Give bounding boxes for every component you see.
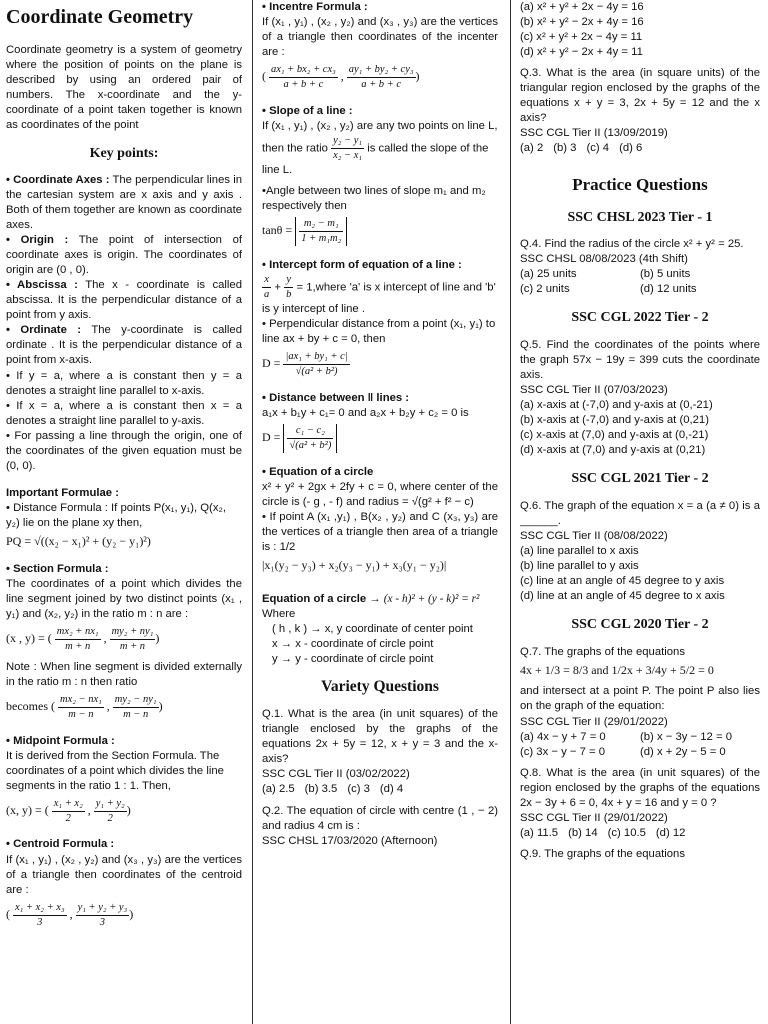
section-heading: SSC CGL 2021 Tier - 2	[571, 471, 709, 487]
where-line: x → x - coordinate of circle point	[272, 637, 434, 650]
column-1	[6, 0, 242, 1024]
section-heading: • Section Formula :	[6, 562, 109, 575]
question-source: SSC CGL Tier II (29/01/2022)	[520, 715, 668, 728]
practice-heading: Practice Questions	[572, 175, 708, 195]
option: (b) x-axis at (-7,0) and y-axis at (0,21)	[520, 414, 709, 427]
page-title: Coordinate Geometry	[6, 6, 194, 28]
question-1: Q.1. What is the area (in unit squares) of the triangle enclosed by the graphs of the equations 2x + 5y = 12, x + y = 3 and the x-axis?	[262, 708, 498, 766]
where-line: ( h , k ) → x, y coordinate of center point	[272, 622, 473, 635]
question-4: Q.4. Find the radius of the circle x² + y² = 25.	[520, 238, 744, 251]
circle-heading: • Equation of a circle	[262, 465, 374, 478]
key-points-list	[6, 173, 242, 473]
midpoint-text: It is derived from the Section Formula. The coordinates of a point which divides the line segments in the ratio 1 : 1. Then,	[6, 749, 224, 792]
formulae-heading: Important Formulae :	[6, 486, 119, 499]
option: (d) x-axis at (7,0) and y-axis at (0,21)	[520, 444, 706, 457]
centroid-heading: • Centroid Formula :	[6, 838, 115, 851]
perpendicular-text: • Perpendicular distance from a point (x₁, y₁) to line ax + by + c = 0, then	[262, 317, 496, 345]
angle-formula: tanθ = $\frac{\text{m₂ − m₁}}{\text{1 + m₁m₂}}$	[262, 217, 498, 246]
midpoint-heading: • Midpoint Formula :	[6, 734, 115, 747]
parallel-formula: D = $\frac{\text{c₁ − c₂}}{\text{√(a² + b²)}}$	[262, 424, 498, 453]
incentre-formula: ( $\frac{\text{ax₁ + bx₂ + cx₃}}{a + b + c}$ , $\frac{\text{ay₁ + by₂ + cy₃}}{a + b + c}$ )	[262, 64, 420, 91]
option: (a) x-axis at (-7,0) and y-axis at (0,-21)	[520, 399, 713, 412]
list-item: • Coordinate Axes : The perpendicular lines in the cartesian system are x axis and y axis . Both of them together are known as coordinate axes.	[6, 174, 242, 232]
option: (b) line parallel to y axis	[520, 559, 639, 572]
column-divider	[252, 0, 253, 1024]
area-formula: |x₁(y₂ − y₃) + x₂(y₃ − y₁) + x₃(y₁ − y₂)|	[262, 557, 447, 572]
distance-formula: PQ = √((x₂ − x₁)² + (y₂ − y₁)²)	[6, 533, 151, 548]
question-2: Q.2. The equation of circle with centre (1 , − 2) and radius 4 cm is :	[262, 804, 498, 832]
list-item: • Origin : The point of intersection of coordinate axes is origin. The coordinates of origin are (0 , 0).	[6, 234, 242, 277]
column-divider	[510, 0, 511, 1024]
question-3: Q.3. What is the area (in square units) of the triangular region enclosed by the graphs of the equations x + y = 3, 2x + 5y = 12 and the x axis?	[520, 67, 760, 125]
where-line: y → y - coordinate of circle point	[272, 652, 434, 665]
intercept-text: $\frac{x}{a}$ + $\frac{y}{b}$ = 1,where 'a' is x intercept of line and 'b' is y intercept of line .	[262, 273, 496, 315]
section-heading: SSC CHSL 2023 Tier - 1	[567, 209, 713, 225]
incentre-text: If (x₁ , y₁) , (x₂ , y₂) and (x₃ , y₃) are the vertices of a triangle then coordinates of the incenter are :	[262, 16, 498, 59]
question-source: SSC CGL Tier II (03/02/2022)	[262, 768, 410, 781]
where-label: Where	[262, 607, 296, 620]
section-note: Note : When line segment is divided externally in the ratio m : n then ratio	[6, 660, 242, 688]
midpoint-formula: (x, y) = ( $\frac{\text{x₁ + x₂}}{2}$ , $\frac{\text{y₁ + y₂}}{2}$ )	[6, 797, 131, 824]
option: (a) line parallel to x axis	[520, 544, 639, 557]
question-6: Q.6. The graph of the equation x = a (a ≠ 0) is a ______.	[520, 499, 760, 527]
option: (d) x² + y² − 2x + 4y = 11	[520, 46, 643, 59]
section-heading: SSC CGL 2022 Tier - 2	[571, 310, 709, 326]
question-source: SSC CGL Tier II (13/09/2019)	[520, 127, 668, 140]
key-points-heading: Key points:	[89, 145, 159, 161]
option: (c) line at an angle of 45 degree to y axis	[520, 574, 725, 587]
slope-text: If (x₁ , y₁) , (x₂ , y₂) are any two points on line L, then the ratio $\frac{\text{y₂ − y₁}}{\text{x₂ − x₁}}$ is called the slope of the line L.	[262, 119, 498, 176]
section-formula: (x , y) = ( $\frac{\text{mx₂ + nx₁}}{m + n}$ , $\frac{\text{my₂ + ny₁}}{m + n}$ )	[6, 625, 160, 652]
question-options: (a) 11.5 (b) 14 (c) 10.5 (d) 12	[520, 826, 686, 839]
list-item: • If x = a, where a is constant then x = a denotes a straight line parallel to y-axis.	[6, 399, 242, 427]
question-7: Q.7. The graphs of the equations	[520, 645, 685, 658]
question-options: (a) 2.5 (b) 3.5 (c) 3 (d) 4	[262, 783, 404, 796]
parallel-text: a₁x + b₁y + c₁= 0 and a₂x + b₂y + c₂ = 0 is	[262, 406, 469, 419]
option: (a) x² + y² + 2x − 4y = 16	[520, 1, 644, 13]
area-text: • If point A (x₁ ,y₁) , B(x₂ , y₂) and C (x₃, y₃) are the vertices of a triangle then area of a triangle is : 1/2	[262, 510, 498, 553]
external-section-formula: becomes ( $\frac{\text{mx₂ − nx₁}}{m - n}$ , $\frac{\text{my₂ − ny₁}}{m - n}$ )	[6, 693, 163, 720]
question-source: SSC CGL Tier II (08/08/2022)	[520, 529, 668, 542]
perpendicular-formula: D = $\frac{\text{|ax₁ + by₁ + c|}}{\text{√(a² + b²)}}$	[262, 350, 348, 377]
list-item: • For passing a line through the origin, one of the coordinates of the given equation must be (0, 0).	[6, 429, 242, 472]
question-source: SSC CHSL 08/08/2023 (4th Shift)	[520, 253, 688, 266]
intro-text: Coordinate geometry is a system of geometry where the position of points on the plane is described by using an ordered pair of numbers. The x-coordinate and the y- coordinate of a point taken together is known as coordinates of the point	[6, 43, 242, 131]
angle-text: •Angle between two lines of slope m₁ and m₂ respectively then	[262, 184, 486, 212]
question-9: Q.9. The graphs of the equations	[520, 847, 685, 860]
intercept-heading: • Intercept form of equation of a line :	[262, 258, 462, 271]
section-text: The coordinates of a point which divides the line segment joined by two distinct points (x₁ , y₁) and (x₂, y₂) in the ratio m : n are :	[6, 577, 242, 620]
incentre-heading: • Incentre Formula :	[262, 1, 368, 13]
question-options: (a) 25 units (b) 5 units (c) 2 units (d) 12 units	[520, 268, 697, 296]
question-source: SSC CGL Tier II (07/03/2023)	[520, 384, 668, 397]
question-source: SSC CHSL 17/03/2020 (Afternoon)	[262, 834, 438, 847]
question-7-equation: 4x + 1/3 = 8/3 and 1/2x + 3/4y + 5/2 = 0	[520, 662, 714, 677]
variety-heading: Variety Questions	[321, 677, 439, 695]
question-5: Q.5. Find the coordinates of the points where the graph 57x − 19y = 399 cuts the coordinate axis.	[520, 339, 760, 382]
column-2	[262, 0, 498, 1024]
list-item: • Ordinate : The y-coordinate is called ordinate . It is the perpendicular distance of a point from x-axis.	[6, 324, 242, 367]
question-8: Q.8. What is the area (in unit squares) of the region enclosed by the graphs of the equations 2x − 3y + 6 = 0, 4x + y = 16 and y = 0 ?	[520, 766, 760, 809]
section-heading: SSC CGL 2020 Tier - 2	[571, 616, 709, 632]
list-item: • Abscissa : The x - coordinate is called abscissa. It is the perpendicular distance of a point from y axis.	[6, 279, 242, 322]
option: (b) x² + y² − 2x + 4y = 16	[520, 16, 644, 29]
circle-text: x² + y² + 2gx + 2fy + c = 0, where center of the circle is (- g , - f) and radius = √(g² + f² − c)	[262, 480, 498, 508]
circle-equation: Equation of a circle → (x - h)² + (y - k)² = r²	[262, 592, 480, 605]
option: (c) x² + y² + 2x − 4y = 11	[520, 31, 643, 44]
centroid-formula: ( $\frac{\text{x₁ + x₂ + x₃}}{3}$ , $\frac{\text{y₁ + y₂ + y₃}}{3}$ )	[6, 901, 134, 928]
centroid-text: If (x₁ , y₁) , (x₂ , y₂) and (x₃ , y₃) are the vertices of a triangle then coordinates of the centroid are :	[6, 853, 242, 896]
question-7-rest: and intersect at a point P. The point P also lies on the graph of the equation:	[520, 685, 760, 713]
question-options: (a) 4x − y + 7 = 0 (b) x − 3y − 12 = 0 (c) 3x − y − 7 = 0 (d) x + 2y − 5 = 0	[520, 730, 732, 758]
list-item: • If y = a, where a is constant then y = a denotes a straight line parallel to x-axis.	[6, 369, 242, 397]
option: (d) line at an angle of 45 degree to x axis	[520, 589, 725, 602]
column-3	[520, 0, 760, 1024]
option: (c) x-axis at (7,0) and y-axis at (0,-21)	[520, 429, 709, 442]
question-source: SSC CGL Tier II (29/01/2022)	[520, 811, 668, 824]
parallel-heading: • Distance between ‖ lines :	[262, 391, 410, 404]
question-options: (a) 2 (b) 3 (c) 4 (d) 6	[520, 142, 643, 155]
slope-heading: • Slope of a line :	[262, 104, 353, 117]
distance-text: • Distance Formula : If points P(x₁, y₁), Q(x₂, y₂) lie on the plane xy then,	[6, 501, 226, 529]
